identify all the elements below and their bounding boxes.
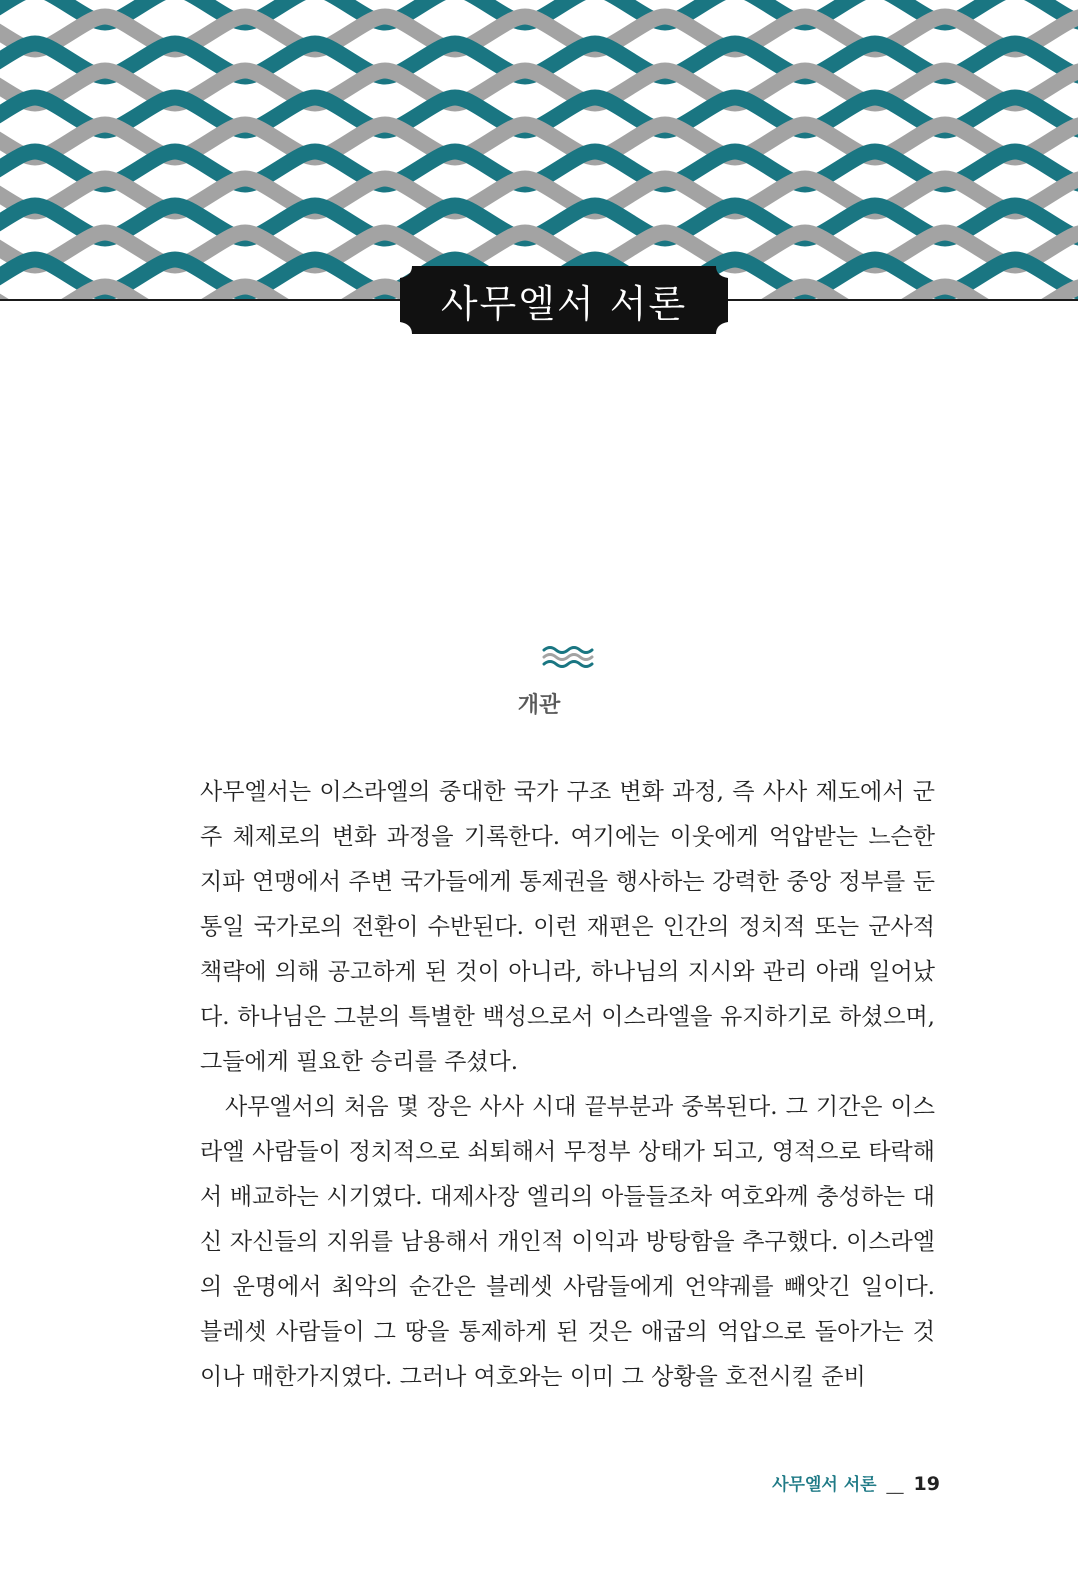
page-footer [772,1470,940,1495]
paragraph-1: 사무엘서는 이스라엘의 중대한 국가 구조 변화 과정, 즉 사사 제도에서 군주 체제로의 변화 과정을 기록한다. 여기에는 이웃에게 억압받는 느슨한 지파 연맹에서 주변 국가들에게 통제권을 행사하는 강력한 중앙 정부를 둔 통일 국가로의 전환이 수반된다. 이런 재편은 인간의 정치적 또는 군사적 책략에 의해 공고하게 된 것이 아니라, 하나님의 지시와 관리 아래 일어났다. 하나님은 그분의 특별한 백성으로서 이스라엘을 유지하기로 하셨으며, 그들에게 필요한 승리를 주셨다. [200,779,935,1075]
body-text [200,770,935,1400]
section-heading: 개관 [517,693,561,718]
running-title: 사무엘서 서론 [772,1475,877,1495]
wave-pattern-banner [0,0,1078,300]
paragraph-2: 사무엘서의 처음 몇 장은 사사 시대 끝부분과 중복된다. 그 기간은 이스라엘 사람들이 정치적으로 쇠퇴해서 무정부 상태가 되고, 영적으로 타락해서 배교하는 시기였다. 대제사장 엘리의 아들들조차 여호와께 충성하는 대신 자신들의 지위를 남용해서 개인적 이익과 방탕함을 추구했다. 이스라엘의 운명에서 최악의 순간은 블레셋 사람들에게 언약궤를 빼앗긴 일이다. 블레셋 사람들이 그 땅을 통제하게 된 것은 애굽의 억압으로 돌아가는 것이나 매한가지였다. 그러나 여호와는 이미 그 상황을 호전시킬 준비 [200,1094,935,1390]
chapter-title-plate [400,266,728,334]
chapter-title: 사무엘서 서론 [440,281,688,326]
footer-separator: __ [886,1475,904,1495]
wave-ornament-icon [541,645,595,671]
page-number: 19 [913,1473,940,1495]
